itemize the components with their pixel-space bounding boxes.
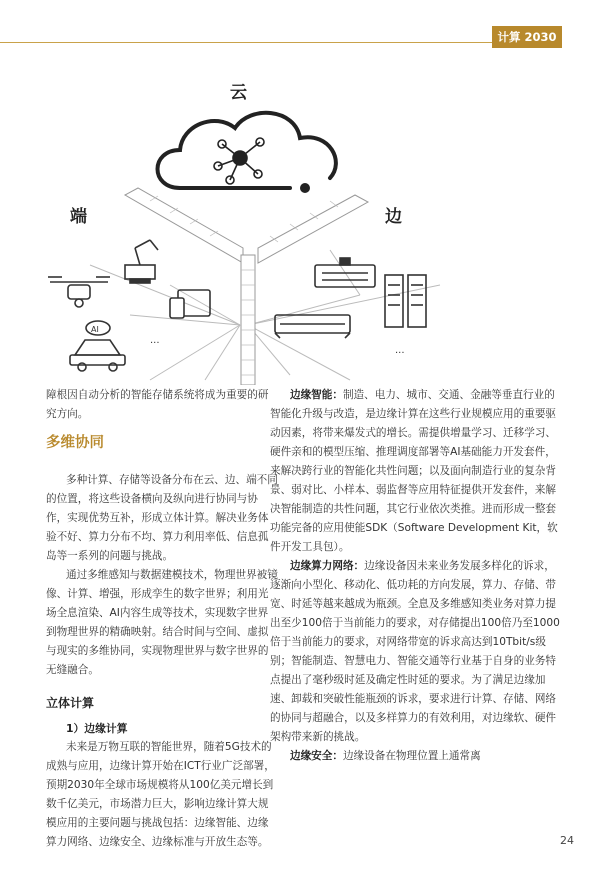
paragraph: 未来是万物互联的智能世界，随着5G技术的成熟与应用，边缘计算开始在ICT行业广泛部署，预期2030年全球市场规模将从100亿美元增长到数千亿美元，市场潜力巨大，影响边缘计算大规模应用的主要问题与挑战包括：边缘智能、边缘算力网络、边缘安全、边缘标准与开放生态等。 — [46, 741, 275, 848]
edge-gateway-icon — [315, 258, 375, 287]
paragraph-body: 制造、电力、城市、交通、金融等垂直行业的智能化升级与改造，是边缘计算在这些行业规模应用的重要驱动因素，将带来爆发式的增长。需提供增量学习、迁移学习、硬件亲和的模型压缩、推理调度部署等AI基础能力开发套件，来解决跨行业的智能化共性问题；以及面向制造行业的复杂背景、弱对比、小样本、弱监督等应用特征提供开发套件，来解决智能制造的共性问题，其它行业依次类推。进而形成一整套功能完备的应用使能SDK（Software Development Kit，软件开发工具包）。 — [270, 389, 558, 553]
paragraph — [270, 386, 562, 557]
header-tag: 计算 2030 — [492, 26, 562, 48]
fan-line — [90, 265, 240, 325]
server-rack-icon — [385, 275, 426, 327]
inline-heading: 边缘智能： — [290, 389, 343, 401]
brick-wall-left — [125, 188, 243, 263]
paragraph-body: 边缘设备在物理位置上通常离 — [342, 750, 481, 762]
edge-ellipsis: ... — [395, 345, 405, 356]
brick-wall-right — [258, 195, 368, 263]
cloud-edge-end-diagram — [30, 70, 575, 385]
inline-heading: 边缘算力网络： — [290, 560, 365, 572]
paragraph: 通过多维感知与数据建模技术，物理世界被镜像、计算、增强，形成孪生的数字世界；利用光场全息渲染、AI内容生成等技术，实现数字世界到物理世界的精确映射。结合时间与空间、虚拟与现实的多维协同，实现物理世界与数字世界的无缝融合。 — [46, 569, 278, 676]
diagram-graphic — [30, 70, 575, 385]
label-edge: 边 — [385, 207, 402, 227]
subsubsection-title: 1）边缘计算 — [66, 722, 128, 735]
paragraph — [270, 557, 562, 747]
paragraph-body: 边缘设备因未来业务发展多样化的诉求，逐渐向小型化、移动化、低功耗的方向发展，算力、存储、带宽、时延等越来越成为瓶颈。全息及多维感知类业务对算力提出至少100倍于当前能力的要求，对存储提出100倍乃至1000倍于当前能力的要求，对网络带宽的诉求高达到10Tbit/s级别；智能制造、智慧电力、智能交通等行业基于自身的业务特点提出了毫秒级时延及确定性时延的要求。为了满足边缘加速、卸载和突破性能瓶颈的诉求，要求进行计算、存储、网络的协同与超融合，以及多样算力的有效利用，对边缘软、硬件架构带来新的挑战。 — [270, 560, 560, 743]
fan-line — [248, 295, 360, 325]
subsection-title: 立体计算 — [46, 696, 95, 710]
left-column — [46, 386, 278, 852]
robot-arm-icon — [125, 240, 158, 283]
page-number: 24 — [560, 834, 574, 847]
paragraph: 多种计算、存储等设备分布在云、边、端不同的位置，将这些设备横向及纵向进行协同与协作，实现优势互补，形成立体计算。解决业务体验不好、算力分布不均、算力利用率低、信息孤岛等一系列的问题与挑战。 — [46, 474, 278, 562]
paragraph — [270, 747, 562, 766]
section-title: 多维协同 — [46, 435, 104, 451]
header-rule — [0, 42, 492, 43]
fan-line — [205, 325, 240, 380]
label-cloud: 云 — [230, 83, 247, 103]
inline-heading: 边缘安全： — [290, 750, 343, 762]
fan-line — [150, 325, 240, 380]
network-hub-icon — [214, 138, 264, 184]
label-end: 端 — [70, 207, 87, 227]
svg-text:AI: AI — [91, 325, 99, 334]
page-header — [0, 26, 600, 48]
end-ellipsis: ... — [150, 335, 160, 346]
ai-car-icon — [70, 321, 125, 371]
left-continued-paragraph: 障根因自动分析的智能存储系统将成为重要的研究方向。 — [46, 389, 269, 420]
edge-server-icon — [275, 315, 350, 338]
brick-wall-center — [241, 255, 255, 385]
drone-icon — [48, 277, 110, 307]
right-column — [270, 386, 562, 766]
